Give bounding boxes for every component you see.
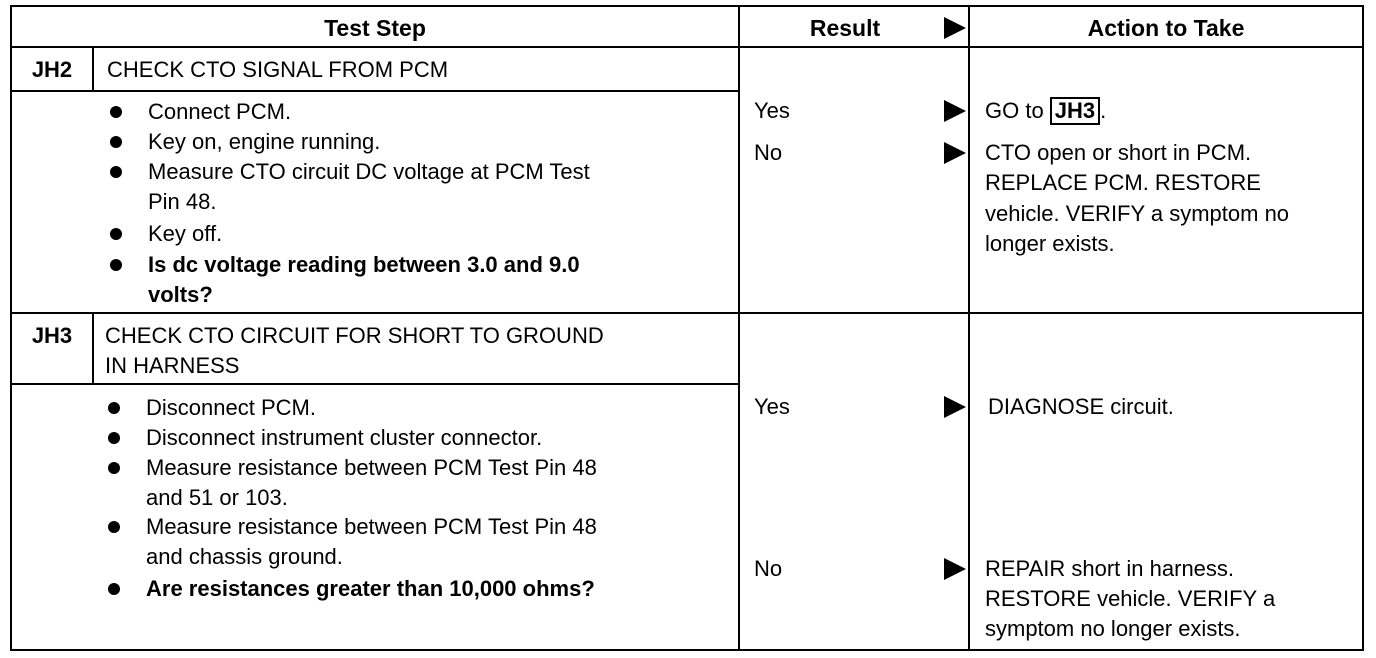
table-border-bottom — [10, 649, 1364, 651]
step-id-jh3: JH3 — [31, 323, 73, 348]
header-action: Action to Take — [1087, 15, 1245, 41]
jh3-action-no-line2: RESTORE vehicle. VERIFY a — [985, 586, 1276, 611]
jh2-action-no-line4: longer exists. — [985, 231, 1115, 256]
jh2-action-no-line2: REPLACE PCM. RESTORE — [985, 170, 1261, 195]
bullet-icon — [108, 432, 120, 444]
jh3-bullet-disconnect-pcm: Disconnect PCM. — [146, 395, 316, 420]
jh2-bullet-connect-pcm: Connect PCM. — [148, 99, 292, 124]
jh3-action-yes: DIAGNOSE circuit. — [988, 394, 1174, 419]
jh3-bullet-measure2-line1: Measure resistance between PCM Test Pin 48 — [146, 514, 597, 539]
jh3-bullet-measure2-line2: and chassis ground. — [146, 544, 343, 569]
jh2-bullet-key-on: Key on, engine running. — [148, 129, 381, 154]
jh3-bullet-measure1-line2: and 51 or 103. — [146, 485, 288, 510]
bullet-icon — [110, 136, 122, 148]
jh2-id-divider — [92, 46, 94, 92]
jh2-bullet-measure-line2: Pin 48. — [148, 189, 217, 214]
jh2-action-no-line3: vehicle. VERIFY a symptom no — [985, 201, 1290, 226]
bullet-icon — [108, 521, 120, 533]
jh3-action-no-line1: REPAIR short in harness. — [985, 556, 1235, 581]
jh3-question: Are resistances greater than 10,000 ohms? — [146, 576, 595, 601]
jh2-title-divider — [10, 90, 740, 92]
step-reference-jh3[interactable]: JH3 — [1050, 97, 1100, 125]
header-test-step: Test Step — [324, 15, 426, 41]
arrow-icon — [944, 558, 966, 580]
bullet-icon — [108, 583, 120, 595]
arrow-icon — [944, 142, 966, 164]
jh2-action-yes — [985, 96, 1106, 126]
header-arrow-icon — [944, 17, 966, 39]
action-period: . — [1100, 98, 1107, 123]
table-border-top — [10, 5, 1364, 7]
jh2-action-no-line1: CTO open or short in PCM. — [985, 140, 1252, 165]
column-divider-action — [968, 5, 970, 651]
action-go-to: GO to — [985, 98, 1050, 123]
jh3-action-no-line3: symptom no longer exists. — [985, 616, 1241, 641]
jh3-bullet-measure1-line1: Measure resistance between PCM Test Pin 48 — [146, 455, 597, 480]
header-result: Result — [809, 15, 881, 41]
bullet-icon — [110, 259, 122, 271]
arrow-icon — [944, 100, 966, 122]
header-divider — [10, 46, 1364, 48]
bullet-icon — [110, 228, 122, 240]
jh2-question-line1: Is dc voltage reading between 3.0 and 9.0 — [148, 252, 580, 277]
jh3-title-divider — [10, 383, 740, 385]
step-title-jh2: CHECK CTO SIGNAL FROM PCM — [107, 57, 449, 82]
column-divider-result — [738, 5, 740, 651]
bullet-icon — [110, 166, 122, 178]
jh3-result-no: No — [754, 556, 783, 581]
step-divider — [10, 312, 1364, 314]
jh2-result-yes: Yes — [754, 98, 790, 123]
step-id-jh2: JH2 — [31, 57, 73, 82]
bullet-icon — [108, 462, 120, 474]
table-border-right — [1362, 5, 1364, 651]
jh2-bullet-key-off: Key off. — [148, 221, 223, 246]
bullet-icon — [110, 106, 122, 118]
step-title-jh3-line2: IN HARNESS — [105, 353, 240, 378]
step-title-jh3-line1: CHECK CTO CIRCUIT FOR SHORT TO GROUND — [105, 323, 604, 348]
jh3-result-yes: Yes — [754, 394, 790, 419]
jh2-result-no: No — [754, 140, 783, 165]
arrow-icon — [944, 396, 966, 418]
bullet-icon — [108, 402, 120, 414]
jh2-bullet-measure-line1: Measure CTO circuit DC voltage at PCM Test — [148, 159, 590, 184]
jh2-question-line2: volts? — [148, 282, 213, 307]
jh3-bullet-disconnect-cluster: Disconnect instrument cluster connector. — [146, 425, 543, 450]
jh3-id-divider — [92, 312, 94, 385]
